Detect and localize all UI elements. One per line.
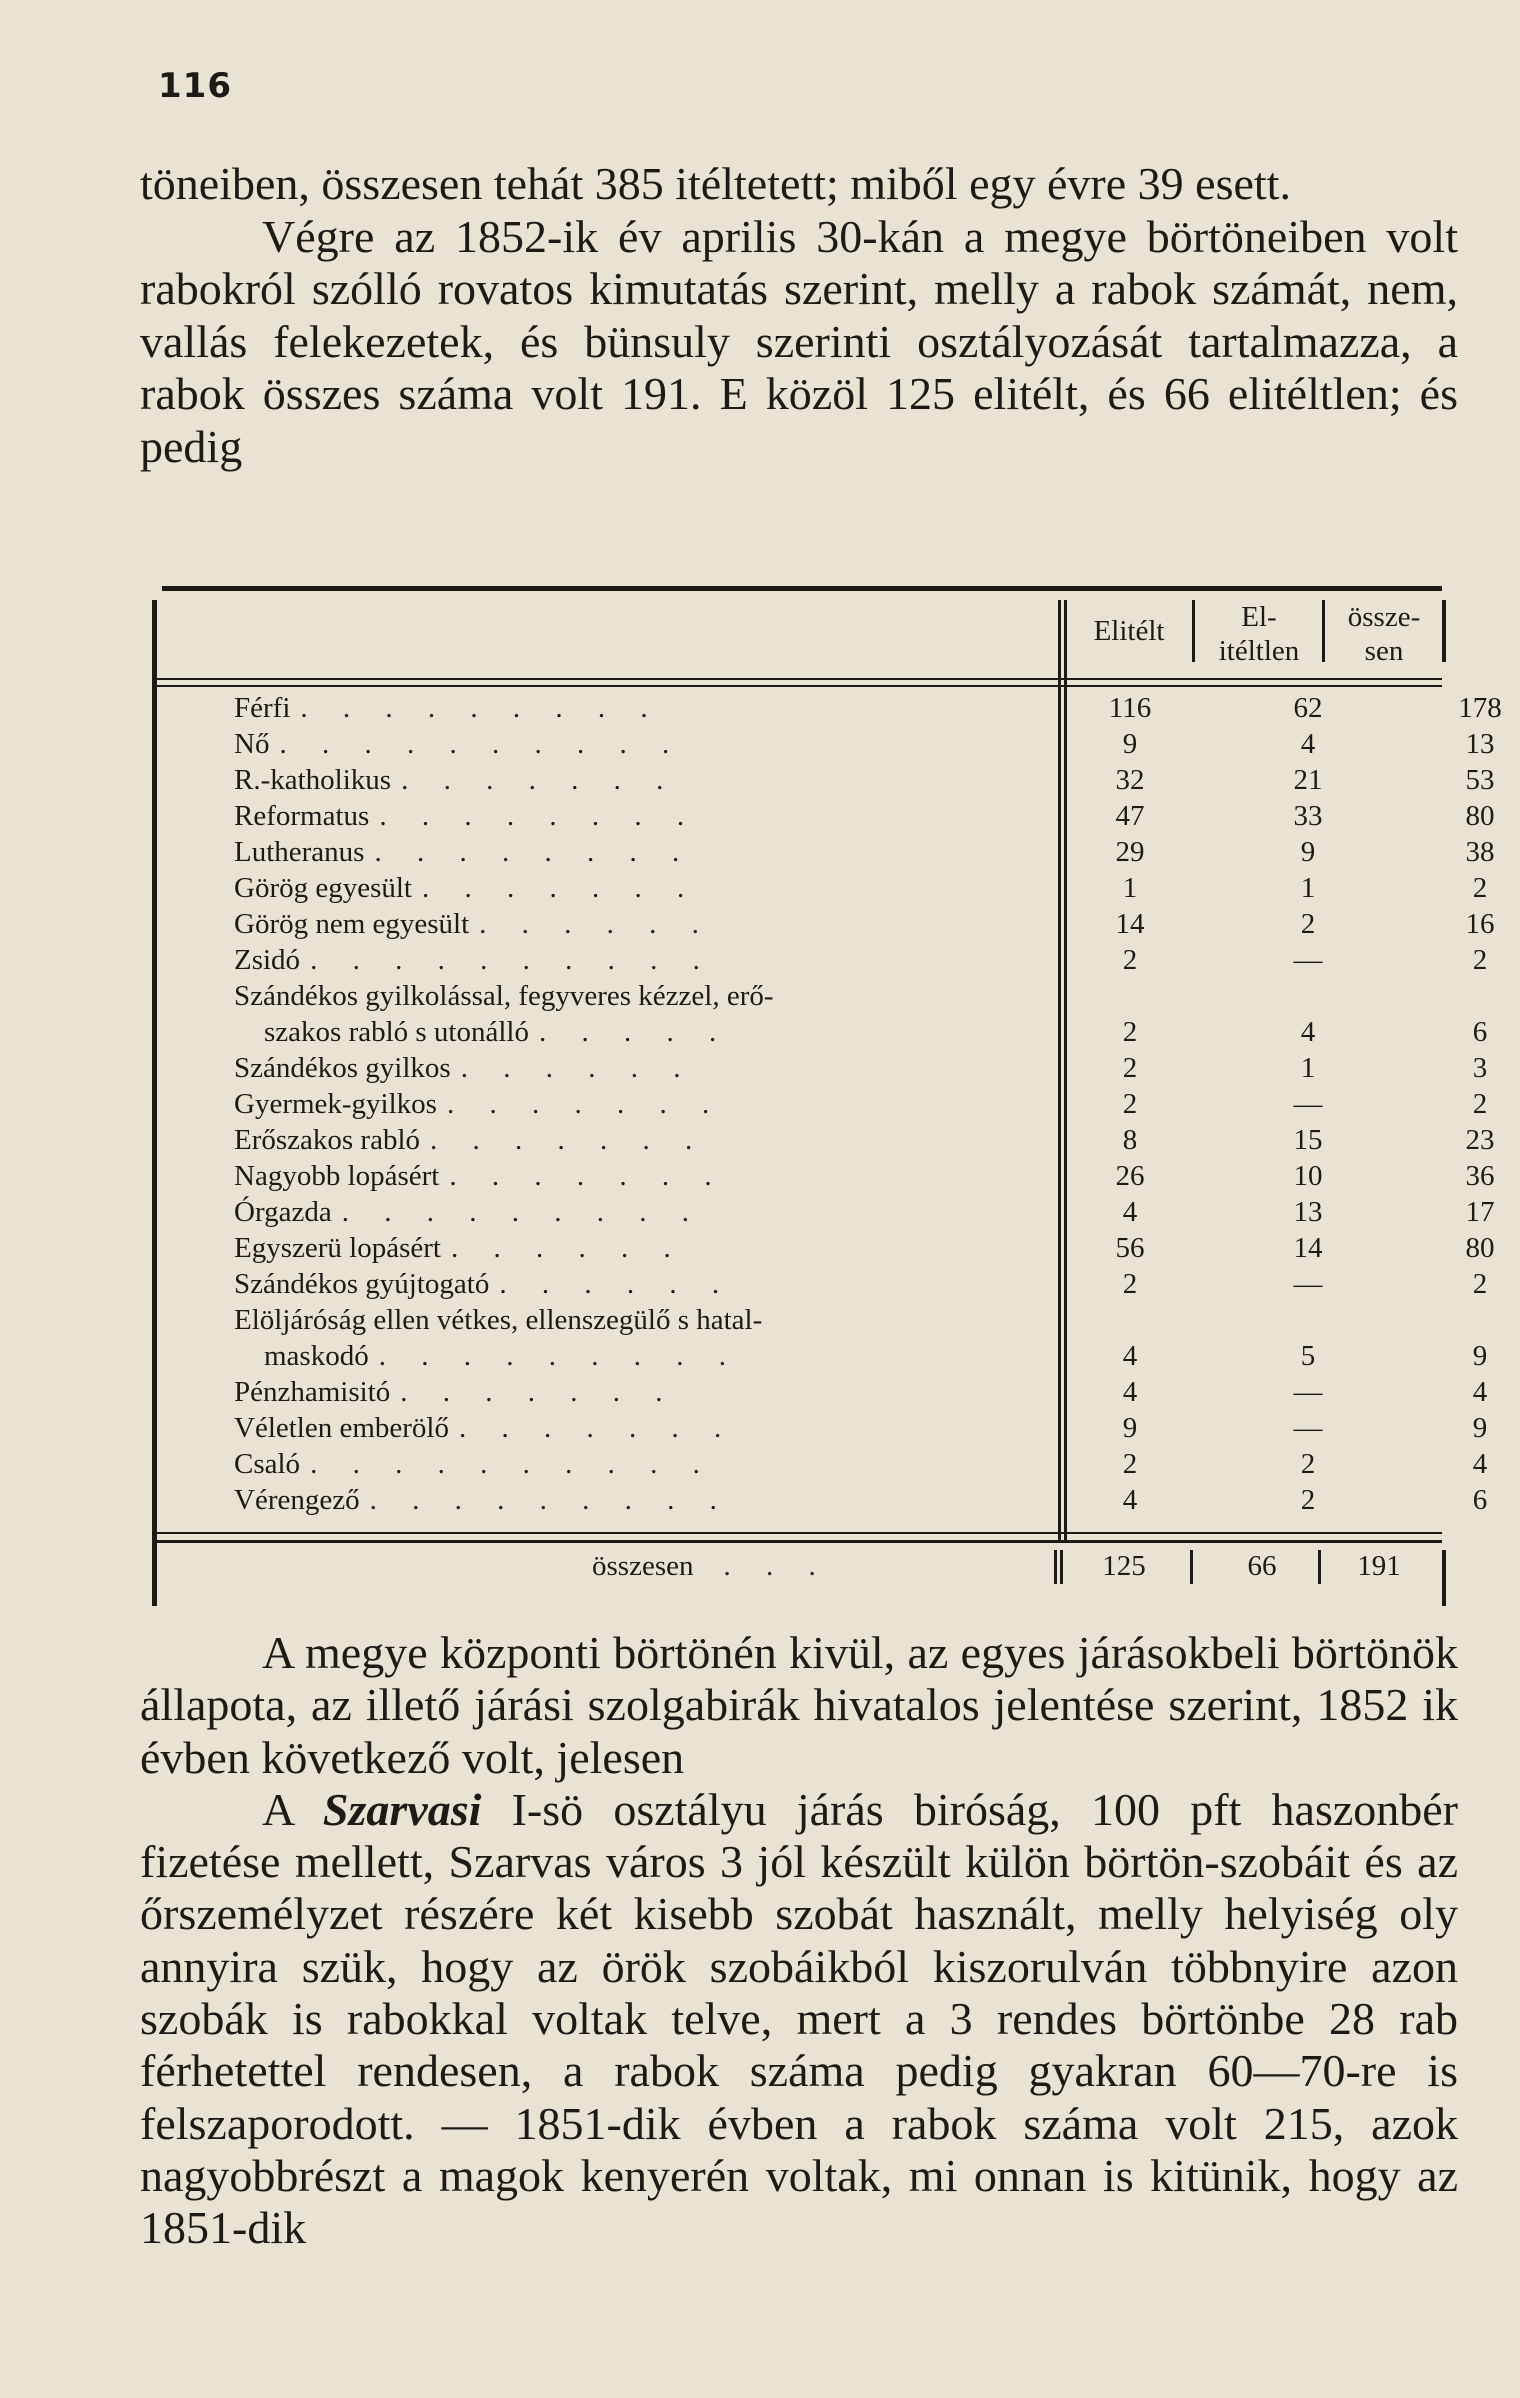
cell-elitelt: 47 <box>1115 800 1145 832</box>
cell-elitelten: 2 <box>1300 1448 1316 1480</box>
cell-osszesen: 4 <box>1472 1376 1488 1408</box>
table-total-row <box>152 1546 1450 1586</box>
row-dots: . . . . . . . . <box>379 800 699 832</box>
row-label: Egyszerü lopásért <box>234 1232 441 1264</box>
cell-elitelten: — <box>1293 1268 1323 1300</box>
cell-elitelt: 2 <box>1122 1268 1138 1300</box>
cell-osszesen: 17 <box>1465 1196 1495 1228</box>
cell-elitelt: 116 <box>1108 692 1152 724</box>
total-separator-3 <box>1318 1550 1321 1584</box>
row-label: Férfi <box>234 692 291 724</box>
table-row <box>152 834 1495 870</box>
cell-osszesen: 2 <box>1472 1088 1488 1120</box>
outro-p2-rest: I-sö osztályu járás biróság, 100 pft haszonbér fizetése mellett, Szarvas város 3 jól készült külön börtön-szobáit és az őrszemélyzet részére két kisebb szobát használt, melly helyiség oly annyira szük, hogy az örök szobáikból kiszorulván többnyire azon szobák is rabokkal voltak telve, mert a 3 rendes börtönbe 28 rab férhetettel rendesen, a rabok száma pedig gyakran 60—70-re is felszaporodott. — 1851-dik évben a rabok száma volt 215, azok nagyobbrészt a magok kenyerén voltak, mi onnan is kitünik, hogy az 1851-dik <box>140 1783 1458 2254</box>
cell-elitelt: 9 <box>1122 728 1138 760</box>
cell-elitelt: 32 <box>1115 764 1145 796</box>
cell-osszesen: 6 <box>1472 1016 1488 1048</box>
table-row <box>152 1482 1488 1518</box>
table-row <box>152 1050 1488 1086</box>
row-dots: . . . . . . . . . <box>300 692 662 724</box>
header-osszesen-line1: össze- <box>1347 601 1421 633</box>
row-dots: . . . . . . . <box>401 764 678 796</box>
row-label: Reformatus <box>234 800 370 832</box>
row-dots: . . . . . . . . <box>374 836 694 868</box>
row-dots: . . . . . . . <box>459 1412 736 1444</box>
total-dots: . . . <box>723 1550 830 1582</box>
cell-elitelten: 10 <box>1293 1160 1323 1192</box>
cell-elitelten: 2 <box>1300 1484 1316 1516</box>
total-separator-2 <box>1190 1550 1193 1584</box>
table-row <box>152 1014 1488 1050</box>
row-label: Szándékos gyújtogató <box>234 1268 490 1300</box>
cell-elitelt: 26 <box>1115 1160 1145 1192</box>
outro-text <box>140 1627 1458 2255</box>
row-dots: . . . . . . . . . . <box>310 1448 714 1480</box>
row-dots: . . . . . . . . . . <box>310 944 714 976</box>
row-label: Görög egyesült <box>234 872 412 904</box>
row-dots: . . . . . . . . . <box>341 1196 703 1228</box>
total-rule-1 <box>157 1532 1442 1534</box>
table-row <box>152 1086 1488 1122</box>
total-separator-1a <box>1054 1550 1057 1584</box>
cell-elitelten: 4 <box>1300 728 1316 760</box>
table-row <box>152 1230 1495 1266</box>
row-label: maskodó <box>264 1340 369 1372</box>
cell-osszesen: 178 <box>1458 692 1502 724</box>
cell-elitelt: 4 <box>1122 1376 1138 1408</box>
row-label: Szándékos gyilkolással, fegyveres kézzel, erő- <box>234 980 774 1012</box>
row-label: Órgazda <box>234 1196 332 1228</box>
cell-osszesen: 9 <box>1472 1340 1488 1372</box>
cell-elitelten: — <box>1293 1376 1323 1408</box>
cell-osszesen: 80 <box>1465 800 1495 832</box>
cell-osszesen: 13 <box>1465 728 1495 760</box>
cell-osszesen: 3 <box>1472 1052 1488 1084</box>
header-rule-2 <box>157 685 1442 687</box>
cell-elitelten: 5 <box>1300 1340 1316 1372</box>
cell-elitelt: 1 <box>1122 872 1138 904</box>
header-elitelten-line1: El- <box>1241 601 1277 633</box>
cell-osszesen: 2 <box>1472 872 1488 904</box>
cell-osszesen: 80 <box>1465 1232 1495 1264</box>
row-dots: . . . . . . <box>460 1052 695 1084</box>
table-row <box>152 762 1495 798</box>
row-dots: . . . . . <box>538 1016 731 1048</box>
cell-elitelten: 2 <box>1300 908 1316 940</box>
header-elitelten-line2: itéltlen <box>1218 635 1300 667</box>
cell-elitelt: 2 <box>1122 1088 1138 1120</box>
table-right-border <box>1442 600 1446 662</box>
row-label: Zsidó <box>234 944 301 976</box>
table-row <box>152 870 1488 906</box>
table-row <box>152 1374 1488 1410</box>
table-row <box>152 1338 1488 1374</box>
cell-elitelten: 13 <box>1293 1196 1323 1228</box>
row-label: Gyermek-gyilkos <box>234 1088 437 1120</box>
cell-elitelten: 4 <box>1300 1016 1316 1048</box>
cell-elitelt: 2 <box>1122 1448 1138 1480</box>
cell-elitelt: 29 <box>1115 836 1145 868</box>
total-rule-2 <box>157 1540 1442 1543</box>
row-label: szakos rabló s utonálló <box>264 1016 529 1048</box>
row-dots: . . . . . . . . . . <box>279 728 684 760</box>
cell-osszesen: 16 <box>1465 908 1495 940</box>
row-label: Elöljáróság ellen vétkes, ellenszegülő s hatal- <box>234 1304 763 1336</box>
row-label: Pénzhamisitó <box>234 1376 391 1408</box>
col-separator-2 <box>1192 600 1195 662</box>
table-row <box>152 1410 1488 1446</box>
cell-elitelt: 2 <box>1122 1052 1138 1084</box>
place-name: Szarvasi <box>322 1783 482 1835</box>
cell-elitelt: 14 <box>1115 908 1145 940</box>
row-label: Erőszakos rabló <box>234 1124 421 1156</box>
cell-elitelten: 9 <box>1300 836 1316 868</box>
row-label: Csaló <box>234 1448 301 1480</box>
cell-osszesen: 38 <box>1465 836 1495 868</box>
cell-elitelten: 14 <box>1293 1232 1323 1264</box>
cell-elitelt: 2 <box>1122 1016 1138 1048</box>
cell-elitelt: 4 <box>1122 1484 1138 1516</box>
cell-elitelten: 33 <box>1293 800 1323 832</box>
header-elitelt: Elitélt <box>1093 615 1165 647</box>
table-top-rule <box>162 586 1442 591</box>
col-separator-3 <box>1322 600 1325 662</box>
outro-paragraph-2 <box>140 1784 1458 2255</box>
row-label: Görög nem egyesült <box>234 908 470 940</box>
cell-osszesen: 23 <box>1465 1124 1495 1156</box>
table-row <box>152 798 1495 834</box>
cell-osszesen: 9 <box>1472 1412 1488 1444</box>
total-separator-1b <box>1060 1550 1063 1584</box>
cell-elitelten: 21 <box>1293 764 1323 796</box>
intro-paragraph-2: Végre az 1852-ik év aprilis 30-kán a megye börtöneiben volt rabokról szólló rovatos kimutatás szerint, melly a rabok számát, nem, vallás felekezetek, és bünsuly szerinti osztályozását tartalmazza, a rabok összes száma volt 191. E közöl 125 elitélt, és 66 elitéltlen; és pedig <box>140 210 1458 472</box>
table-row <box>152 1266 1488 1302</box>
cell-elitelten: — <box>1293 1088 1323 1120</box>
row-dots: . . . . . . . . . <box>378 1340 740 1372</box>
row-label: Véletlen emberölő <box>234 1412 449 1444</box>
table-row <box>152 906 1495 942</box>
table-row <box>152 1194 1495 1230</box>
cell-elitelt: 8 <box>1122 1124 1138 1156</box>
row-dots: . . . . . . <box>450 1232 685 1264</box>
row-dots: . . . . . . . <box>422 872 699 904</box>
cell-elitelten: 62 <box>1293 692 1323 724</box>
cell-elitelt: 4 <box>1122 1340 1138 1372</box>
cell-osszesen: 6 <box>1472 1484 1488 1516</box>
table-row <box>152 978 1450 1014</box>
row-dots: . . . . . . . . . <box>369 1484 731 1516</box>
cell-osszesen: 4 <box>1472 1448 1488 1480</box>
row-label: Vérengező <box>234 1484 360 1516</box>
total-label: összesen <box>592 1550 694 1582</box>
row-dots: . . . . . . . <box>449 1160 726 1192</box>
cell-elitelten: — <box>1293 1412 1323 1444</box>
total-osszesen: 191 <box>1357 1550 1401 1582</box>
cell-elitelt: 56 <box>1115 1232 1145 1264</box>
row-label: Nő <box>234 728 270 760</box>
row-dots: . . . . . . <box>479 908 713 940</box>
row-dots: . . . . . . . <box>430 1124 707 1156</box>
table-row <box>152 1446 1488 1482</box>
outro-p2-prefix: A <box>262 1783 323 1835</box>
row-label: Nagyobb lopásért <box>234 1160 440 1192</box>
total-elitelten: 66 <box>1247 1550 1277 1582</box>
cell-osszesen: 53 <box>1465 764 1495 796</box>
table-row <box>152 1122 1495 1158</box>
row-label: Szándékos gyilkos <box>234 1052 451 1084</box>
cell-elitelt: 9 <box>1122 1412 1138 1444</box>
header-osszesen-line2: sen <box>1364 635 1404 667</box>
row-dots: . . . . . . <box>499 1268 734 1300</box>
table-row <box>152 1302 1450 1338</box>
table-row <box>152 1158 1495 1194</box>
table-row <box>152 726 1495 762</box>
cell-elitelten: 15 <box>1293 1124 1323 1156</box>
intro-paragraph-1: töneiben, összesen tehát 385 itéltetett; miből egy évre 39 esett. <box>140 158 1291 209</box>
page-number: 116 <box>158 66 232 106</box>
row-label: Lutheranus <box>234 836 365 868</box>
cell-elitelten: — <box>1293 944 1323 976</box>
table-row <box>152 690 1502 726</box>
header-rule-1 <box>157 678 1442 680</box>
row-dots: . . . . . . . <box>446 1088 724 1120</box>
cell-osszesen: 2 <box>1472 1268 1488 1300</box>
row-dots: . . . . . . . <box>400 1376 677 1408</box>
cell-elitelt: 4 <box>1122 1196 1138 1228</box>
intro-text <box>140 158 1458 473</box>
cell-osszesen: 2 <box>1472 944 1488 976</box>
cell-elitelt: 2 <box>1122 944 1138 976</box>
cell-elitelten: 1 <box>1300 872 1316 904</box>
cell-osszesen: 36 <box>1465 1160 1495 1192</box>
cell-elitelten: 1 <box>1300 1052 1316 1084</box>
outro-paragraph-1: A megye központi börtönén kivül, az egyes járásokbeli börtönök állapota, az illető járási szolgabirák hivatalos jelentése szerint, 1852 ik évben következő volt, jelesen <box>140 1627 1458 1783</box>
row-label: R.-katholikus <box>234 764 392 796</box>
total-elitelt: 125 <box>1102 1550 1146 1582</box>
prisoner-statistics-table <box>152 586 1502 1602</box>
table-row <box>152 942 1488 978</box>
